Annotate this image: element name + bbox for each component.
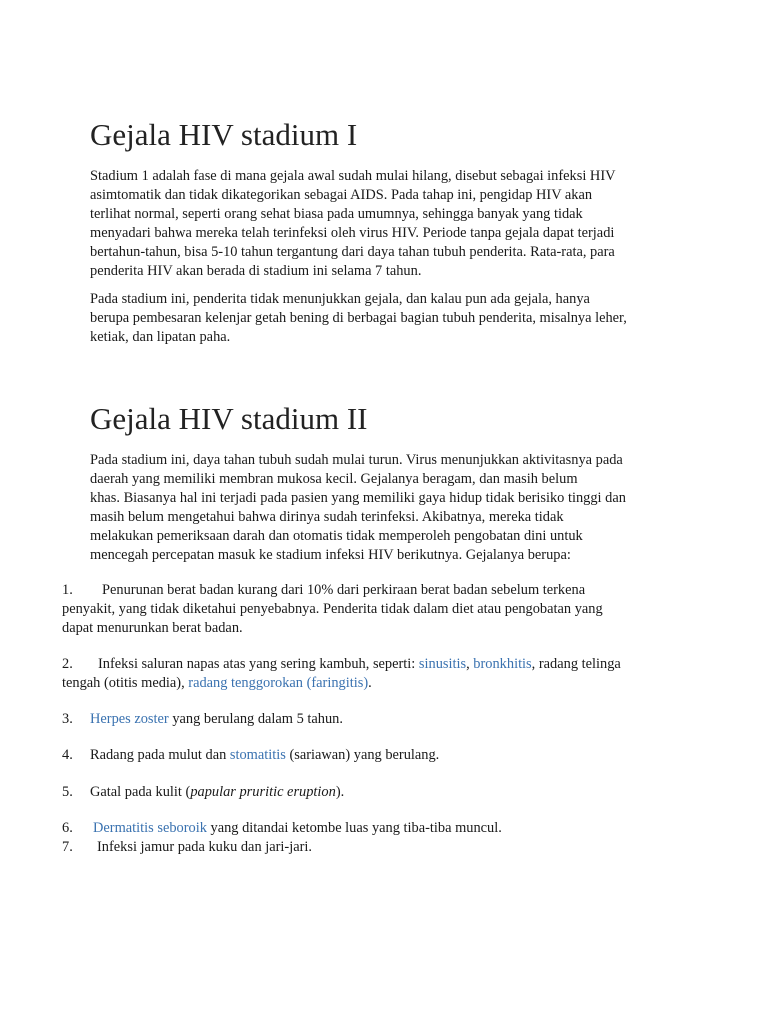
text-line: melakukan pemeriksaan darah dan otomatis tidak memperoleh pengobatan dini untuk: [90, 528, 583, 544]
list-item-2-line-2: [62, 674, 621, 693]
list-item-text: .: [368, 675, 372, 691]
heading-stadium-2: Gejala HIV stadium II: [90, 401, 368, 436]
link-bronkhitis[interactable]: bronkhitis: [473, 656, 532, 672]
text-line: Pada stadium ini, daya tahan tubuh sudah mulai turun. Virus menunjukkan aktivitasnya pada: [90, 452, 623, 468]
list-item-3: [62, 710, 343, 729]
list-item-text: , radang telinga: [531, 656, 621, 672]
list-item-3-line: [62, 710, 343, 729]
list-item-text: Radang pada mulut dan: [90, 747, 230, 763]
list-item-text: Infeksi saluran napas atas yang sering kambuh, seperti:: [98, 656, 419, 672]
text-line: penderita HIV akan berada di stadium ini selama 7 tahun.: [90, 263, 422, 279]
list-item-5: [62, 783, 344, 802]
list-item-text: (sariawan) yang berulang.: [285, 747, 440, 763]
list-item-text: yang berulang dalam 5 tahun.: [168, 711, 343, 727]
list-item-1-line-1: [62, 581, 603, 600]
list-item-7-line: [62, 838, 312, 857]
list-item-1-line-3: dapat menurunkan berat badan.: [62, 620, 243, 636]
list-item-text: Gatal pada kulit (: [90, 784, 191, 800]
text-line: asimtomatik dan tidak dikategorikan sebagai AIDS. Pada tahap ini, pengidap HIV akan: [90, 187, 593, 203]
list-item-text: ,: [466, 656, 474, 672]
list-item-1: [62, 581, 603, 638]
text-line: Stadium 1 adalah fase di mana gejala awal sudah mulai hilang, disebut sebagai infeksi HIV: [90, 168, 616, 184]
list-item-text: ).: [335, 784, 345, 800]
link-stomatitis[interactable]: stomatitis: [229, 747, 286, 763]
list-number: 7.: [62, 839, 73, 855]
list-item-text: Infeksi jamur pada kuku dan jari-jari.: [97, 839, 312, 855]
list-number: 4.: [62, 747, 73, 763]
link-faringitis[interactable]: radang tenggorokan (faringitis): [188, 675, 369, 691]
list-number: 5.: [62, 784, 73, 800]
link-sinusitis[interactable]: sinusitis: [418, 656, 467, 672]
heading-stadium-1: Gejala HIV stadium I: [90, 117, 358, 152]
list-item-4-line: [62, 746, 439, 765]
link-dermatitis-seboroik[interactable]: Dermatitis seboroik: [93, 820, 207, 836]
list-item-2: [62, 655, 621, 693]
list-item-2-line-1: [62, 655, 621, 674]
text-line: terlihat normal, seperti orang sehat biasa pada umumnya, sehingga banyak yang tidak: [90, 206, 583, 222]
text-line: masih belum mengetahui bahwa dirinya sudah terinfeksi. Akibatnya, mereka tidak: [90, 509, 564, 525]
list-item-text: yang ditandai ketombe luas yang tiba-tiba muncul.: [206, 820, 502, 836]
text-line: daerah yang memiliki membran mukosa kecil. Gejalanya beragam, dan masih belum: [90, 471, 578, 487]
italic-term: papular pruritic eruption: [190, 784, 336, 800]
list-item-text: Penurunan berat badan kurang dari 10% dari perkiraan berat badan sebelum terkena: [102, 582, 586, 598]
list-item-6-line: [62, 819, 502, 838]
list-number: 3.: [62, 711, 73, 727]
list-number: 6.: [62, 820, 73, 836]
list-number: 2.: [62, 656, 73, 672]
text-line: berupa pembesaran kelenjar getah bening di berbagai bagian tubuh penderita, misalnya leher,: [90, 310, 627, 326]
list-item-4: [62, 746, 439, 765]
list-item-1-line-2: penyakit, yang tidak diketahui penyebabnya. Penderita tidak dalam diet atau pengobatan yang: [62, 601, 603, 617]
link-herpes-zoster[interactable]: Herpes zoster: [90, 711, 169, 727]
text-line: menyadari bahwa mereka telah terinfeksi oleh virus HIV. Periode tanpa gejala dapat terjadi: [90, 225, 615, 241]
text-line: khas. Biasanya hal ini terjadi pada pasien yang memiliki gaya hidup tidak berisiko tinggi dan: [90, 490, 626, 506]
list-item-7: [62, 838, 312, 857]
text-line: Pada stadium ini, penderita tidak menunjukkan gejala, dan kalau pun ada gejala, hanya: [90, 291, 590, 307]
text-line: ketiak, dan lipatan paha.: [90, 329, 231, 345]
list-item-text: tengah (otitis media),: [62, 675, 189, 691]
paragraph-stadium-2-intro: [90, 451, 690, 565]
list-number: 1.: [62, 582, 73, 598]
text-line: mencegah percepatan masuk ke stadium infeksi HIV berikutnya. Gejalanya berupa:: [90, 547, 571, 563]
list-item-5-line: [62, 783, 344, 802]
text-line: bertahun-tahun, bisa 5-10 tahun tergantung dari daya tahan tubuh penderita. Rata-rata, para: [90, 244, 615, 260]
paragraph-stadium-1-intro: [90, 167, 690, 281]
list-item-6: [62, 819, 502, 838]
paragraph-stadium-1-symptoms: [90, 290, 690, 347]
